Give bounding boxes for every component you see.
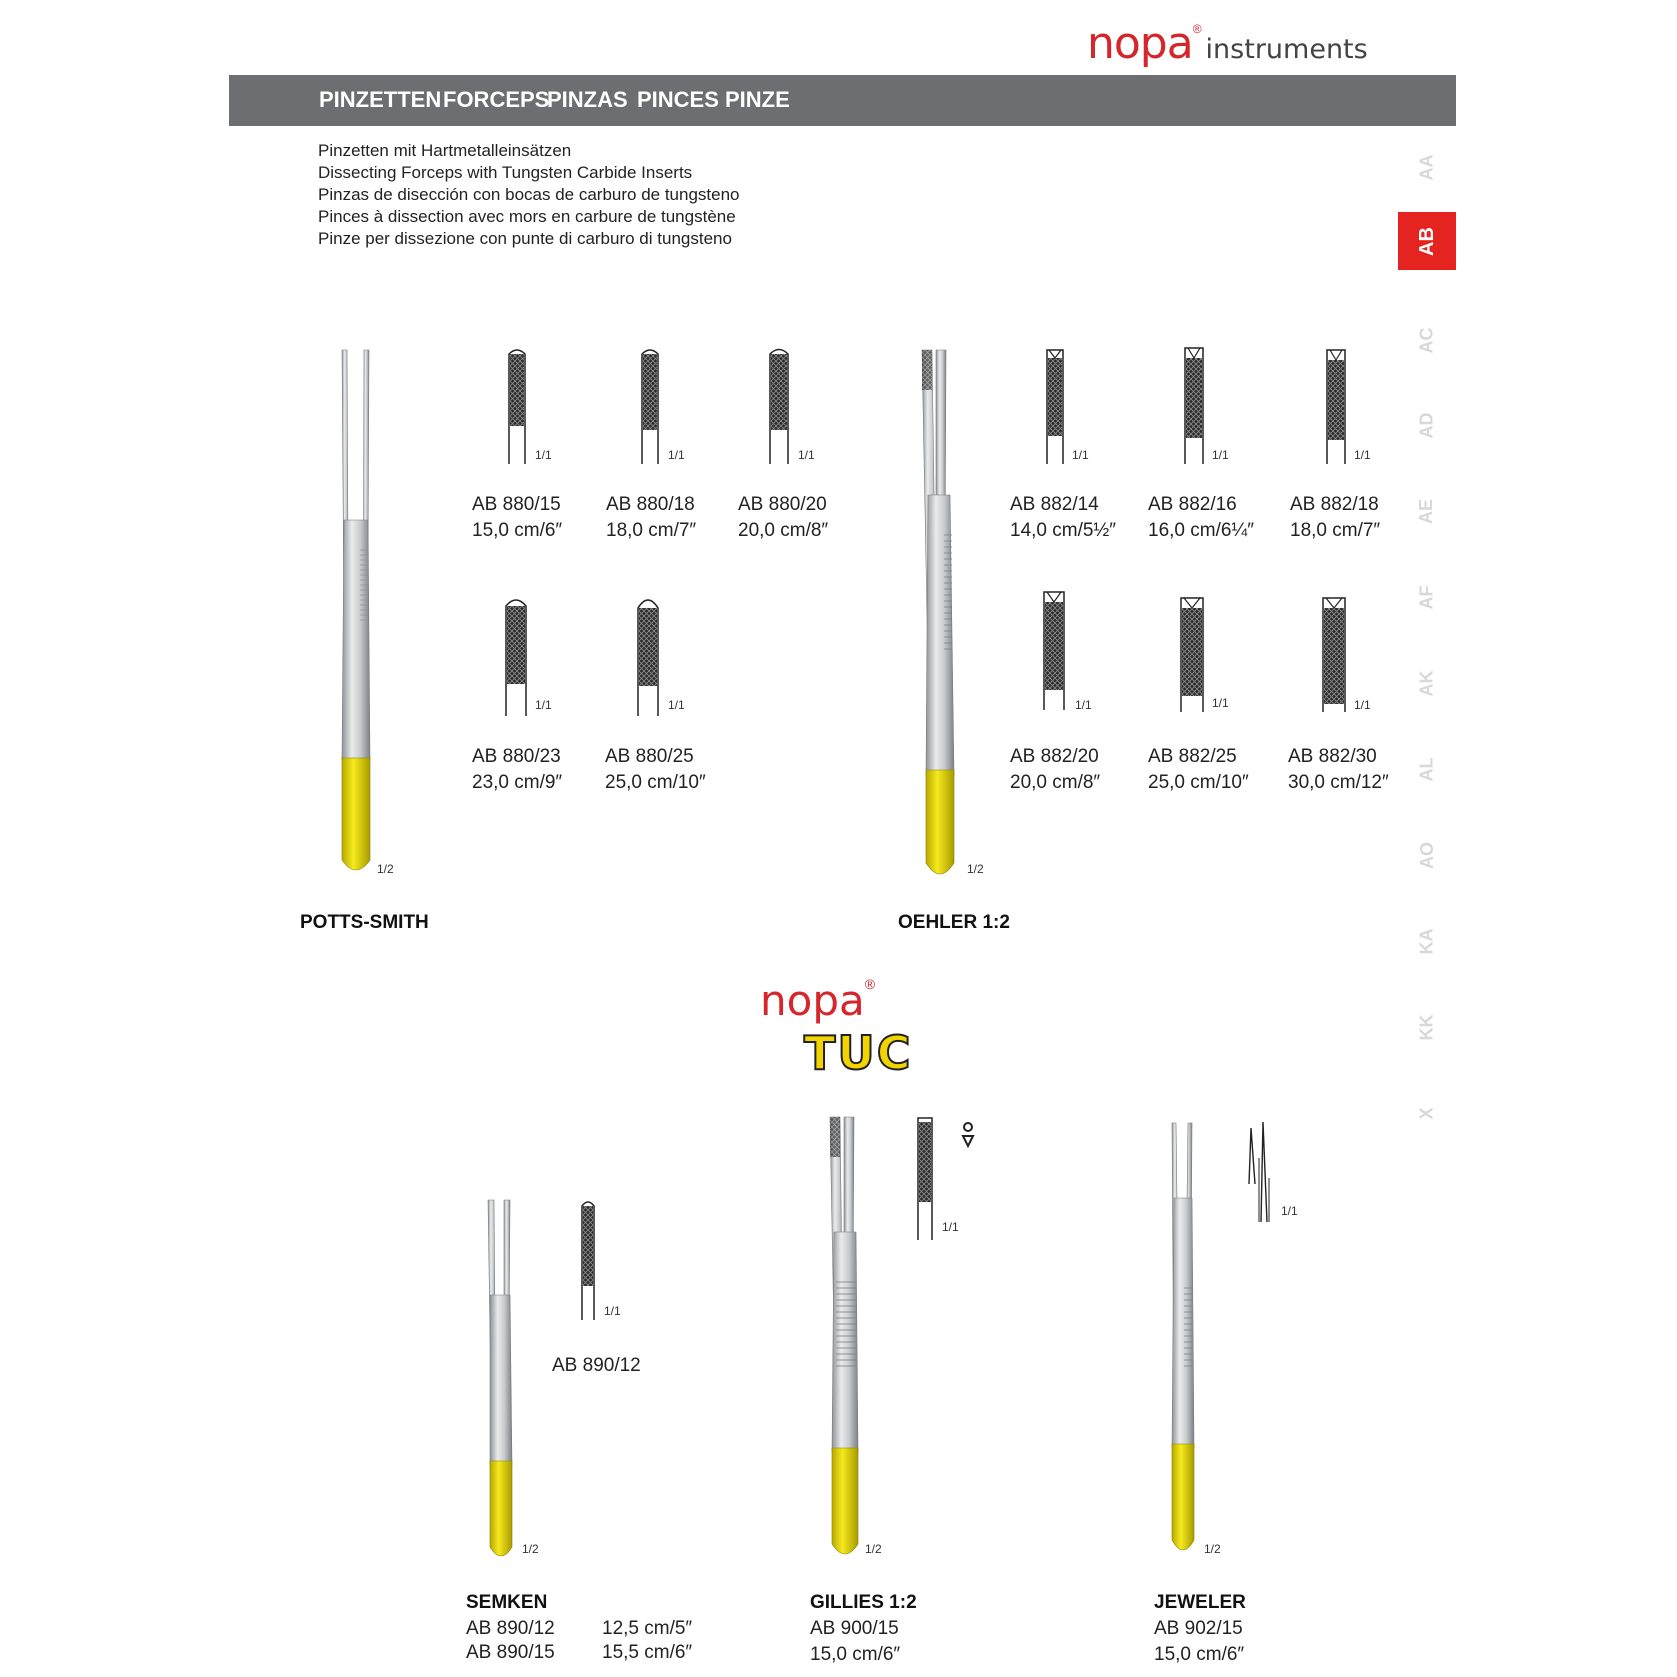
jeweler-forceps-image (1162, 1118, 1202, 1568)
tab-ka[interactable]: KA (1416, 928, 1437, 954)
jaw-profile-icon (960, 1120, 976, 1150)
gillies-scale-label: 1/2 (865, 1542, 882, 1556)
tuc-logo-wordmark: TUC (804, 1026, 913, 1080)
tip-scale-882-14: 1/1 (1072, 448, 1089, 462)
product-882-18: AB 882/18 18,0 cm/7″ (1290, 494, 1381, 541)
oehler-scale-label: 1/2 (967, 862, 984, 876)
tab-ao[interactable]: AO (1416, 841, 1437, 869)
tip-image-900-15 (914, 1114, 936, 1244)
tip-scale-902-15: 1/1 (1281, 1204, 1298, 1218)
product-880-25: AB 880/25 25,0 cm/10″ (605, 746, 706, 793)
tab-ad[interactable]: AD (1416, 412, 1437, 438)
tuc-logo-registered-mark: ® (864, 976, 876, 992)
product-890-15: AB 890/15 (466, 1642, 555, 1663)
tab-x[interactable]: X (1416, 1106, 1437, 1120)
semken-scale-label: 1/2 (522, 1542, 539, 1556)
tip-image-882-16 (1181, 344, 1207, 471)
product-890-15-size: 15,5 cm/6″ (602, 1642, 693, 1663)
jeweler-name: JEWELER (1154, 1592, 1246, 1613)
tip-image-902-15 (1243, 1118, 1273, 1224)
product-882-20: AB 882/20 20,0 cm/8″ (1010, 746, 1101, 793)
description-line-it: Pinze per dissezione con punte di carburo di tungsteno (318, 229, 732, 248)
tip-scale-880-18: 1/1 (668, 448, 685, 462)
tip-scale-882-16: 1/1 (1212, 448, 1229, 462)
description-line-en: Dissecting Forceps with Tungsten Carbide Inserts (318, 163, 693, 182)
tip-image-880-25 (634, 596, 662, 721)
description-line-de: Pinzetten mit Hartmetalleinsätzen (318, 141, 572, 160)
description-line-es: Pinzas de disección con bocas de carburo de tungsteno (318, 185, 740, 204)
tab-ak[interactable]: AK (1416, 670, 1437, 696)
brand-suffix: instruments (1205, 34, 1368, 65)
product-882-25: AB 882/25 25,0 cm/10″ (1148, 746, 1249, 793)
tip-scale-882-20: 1/1 (1075, 698, 1092, 712)
tip-image-882-20 (1040, 588, 1068, 716)
brand-name: nopa (1087, 18, 1193, 69)
header-title-fr: PINCES (637, 87, 719, 112)
tip-image-882-25 (1177, 594, 1207, 718)
product-902-15: AB 902/15 15,0 cm/6″ (1154, 1618, 1245, 1665)
section-header-bar (229, 75, 1456, 126)
oehler-forceps-image (910, 345, 970, 885)
product-880-15: AB 880/15 15,0 cm/6″ (472, 494, 563, 541)
jeweler-scale-label: 1/2 (1204, 1542, 1221, 1556)
product-890-12-size: 12,5 cm/5″ (602, 1618, 693, 1639)
tip-image-880-23 (502, 596, 530, 721)
tip-image-880-20 (766, 346, 792, 471)
tip-image-880-18 (638, 346, 662, 471)
header-title-en: FORCEPS (443, 87, 550, 112)
product-882-30: AB 882/30 30,0 cm/12″ (1288, 746, 1389, 793)
tip-scale-880-20: 1/1 (798, 448, 815, 462)
tab-ae[interactable]: AE (1416, 498, 1437, 524)
gillies-forceps-image (822, 1112, 872, 1572)
tip-scale-880-15: 1/1 (535, 448, 552, 462)
header-title-es: PINZAS (547, 87, 628, 112)
tip-code-890-12: AB 890/12 (552, 1355, 641, 1376)
potts-smith-forceps-image (330, 340, 380, 890)
potts-smith-name: POTTS-SMITH (300, 912, 429, 933)
tip-image-890-12 (578, 1200, 598, 1325)
description-line-fr: Pinces à dissection avec mors en carbure de tungstène (318, 207, 736, 226)
tab-ac[interactable]: AC (1416, 327, 1437, 353)
tab-ab[interactable]: AB (1398, 212, 1456, 270)
product-880-20: AB 880/20 20,0 cm/8″ (738, 494, 829, 541)
tip-image-882-18 (1323, 346, 1349, 471)
semken-name: SEMKEN (466, 1592, 548, 1613)
product-882-16: AB 882/16 16,0 cm/6¼″ (1148, 494, 1255, 541)
oehler-name: OEHLER 1:2 (898, 912, 1010, 933)
tab-af[interactable]: AF (1416, 585, 1437, 609)
tab-kk[interactable]: KK (1416, 1014, 1437, 1040)
tip-image-882-30 (1319, 594, 1349, 718)
tip-scale-882-25: 1/1 (1212, 696, 1229, 710)
product-900-15: AB 900/15 15,0 cm/6″ (810, 1618, 901, 1665)
gillies-name: GILLIES 1:2 (810, 1592, 917, 1613)
product-880-23: AB 880/23 23,0 cm/9″ (472, 746, 563, 793)
tip-scale-880-23: 1/1 (535, 698, 552, 712)
product-890-12: AB 890/12 (466, 1618, 555, 1639)
product-880-18: AB 880/18 18,0 cm/7″ (606, 494, 697, 541)
tip-scale-882-18: 1/1 (1354, 448, 1371, 462)
tip-scale-900-15: 1/1 (942, 1220, 959, 1234)
tip-scale-880-25: 1/1 (668, 698, 685, 712)
header-title-de: PINZETTEN (319, 87, 442, 112)
tip-image-882-14 (1043, 346, 1067, 471)
tip-scale-882-30: 1/1 (1354, 698, 1371, 712)
tab-al[interactable]: AL (1416, 757, 1437, 781)
brand-registered-mark: ® (1192, 22, 1202, 36)
potts-smith-scale-label: 1/2 (377, 862, 394, 876)
product-description (318, 140, 740, 250)
tip-scale-890-12: 1/1 (604, 1304, 621, 1318)
brand-logo (1087, 18, 1368, 68)
tab-aa[interactable]: AA (1416, 154, 1437, 180)
tuc-logo-nopa: nopa (760, 976, 865, 1025)
semken-forceps-image (482, 1195, 522, 1567)
header-title-it: PINZE (725, 87, 790, 112)
nopa-tuc-logo (760, 976, 913, 1080)
product-882-14: AB 882/14 14,0 cm/5½″ (1010, 494, 1117, 541)
tip-image-880-15 (505, 346, 529, 471)
